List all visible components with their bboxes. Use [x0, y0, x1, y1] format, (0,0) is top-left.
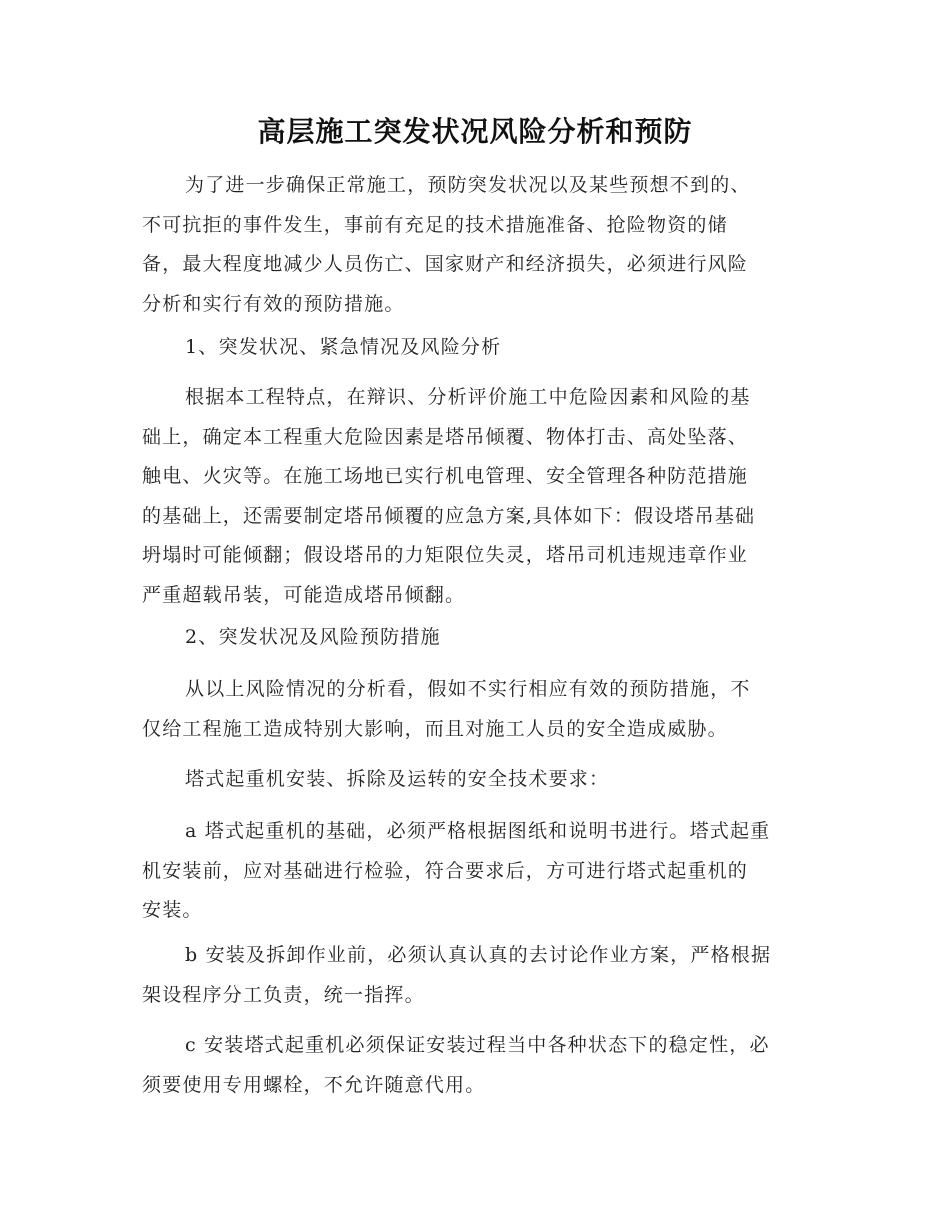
paragraph-line: 不可抗拒的事件发生，事前有充足的技术措施准备、抢险物资的储 [142, 213, 728, 236]
paragraph-line: 1、突发状况、紧急情况及风险分析 [185, 336, 502, 358]
paragraph-crane-requirements [142, 760, 808, 800]
paragraph-line: 须要使用专用螺栓，不允许随意代用。 [142, 1073, 486, 1096]
paragraph-line: 为了进一步确保正常施工，预防突发状况以及某些预想不到的、 [185, 174, 751, 196]
paragraph-line: 架设程序分工负责，统一指挥。 [142, 983, 425, 1006]
paragraph-line: 从以上风险情况的分析看，假如不实行相应有效的预防措施，不 [185, 678, 751, 700]
paragraph-line: 坍塌时可能倾翻；假设塔吊的力矩限位失灵，塔吊司机违规违章作业 [142, 544, 749, 566]
paragraph-line: 机安装前，应对基础进行检验，符合要求后，方可进行塔式起重机的 [142, 859, 749, 882]
section-heading-2 [142, 618, 808, 658]
paragraph-line: 2、突发状况及风险预防措施 [185, 626, 441, 648]
section-heading-1 [142, 328, 808, 368]
document-title: 高层施工突发状况风险分析和预防 [257, 115, 693, 148]
paragraph-line: 备，最大程度地减少人员伤亡、国家财产和经济损失，必须进行风险 [142, 253, 749, 275]
paragraph-line: 塔式起重机安装、拆除及运转的安全技术要求： [185, 768, 610, 790]
paragraph-line: 严重超载吊装，可能造成塔吊倾翻。 [142, 583, 466, 606]
paragraph-line: 础上，确定本工程重大危险因素是塔吊倾覆、物体打击、高处坠落、 [142, 425, 749, 448]
paragraph-prevention [142, 670, 808, 749]
paragraph-item-a [142, 812, 808, 931]
paragraph-line: a 塔式起重机的基础，必须严格根据图纸和说明书进行。塔式起重 [185, 820, 771, 842]
paragraph-line: 仅给工程施工造成特别大影响，而且对施工人员的安全造成威胁。 [142, 717, 728, 740]
paragraph-line: 分析和实行有效的预防措施。 [142, 292, 405, 315]
paragraph-line: 安装。 [142, 899, 203, 921]
paragraph-line: 根据本工程特点，在辩识、分析评价施工中危险因素和风险的基 [185, 386, 751, 408]
paragraph-risk-analysis [142, 378, 808, 615]
paragraph-line: c 安装塔式起重机必须保证安装过程当中各种状态下的稳定性，必 [185, 1034, 770, 1056]
paragraph-line: 触电、火灾等。在施工场地已实行机电管理、安全管理各种防范措施 [142, 465, 749, 487]
paragraph-line: b 安装及拆卸作业前，必须认真认真的去讨论作业方案，严格根据 [185, 944, 772, 966]
paragraph-item-b [142, 936, 808, 1015]
paragraph-item-c [142, 1026, 808, 1105]
paragraph-intro [142, 166, 808, 324]
paragraph-line: 的基础上，还需要制定塔吊倾覆的应急方案,具体如下：假设塔吊基础 [142, 504, 756, 527]
